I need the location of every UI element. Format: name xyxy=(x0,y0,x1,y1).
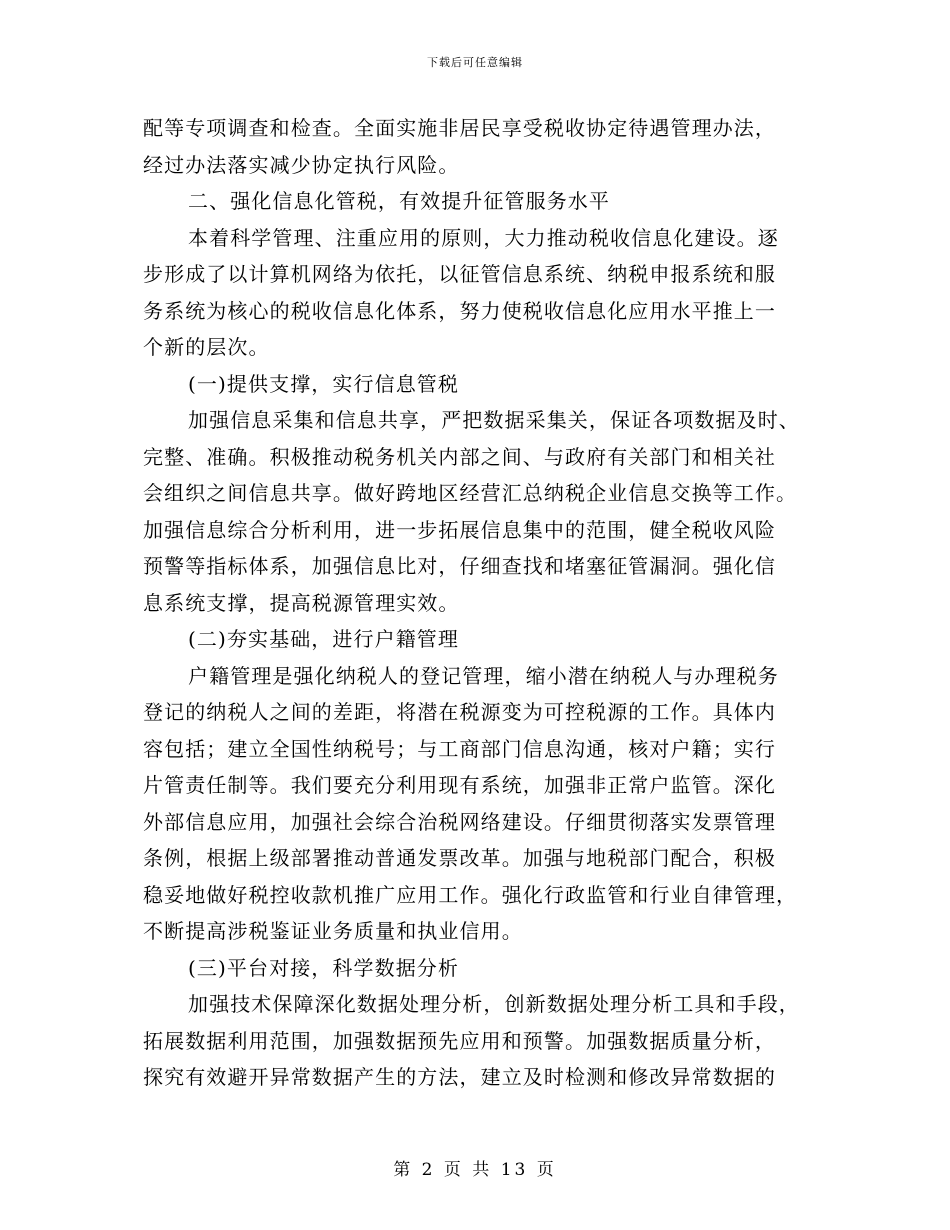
text-line: 加强信息综合分析利用，进一步拓展信息集中的范围，健全税收风险 xyxy=(143,517,776,542)
text-line: 不断提高涉税鉴证业务质量和执业信用。 xyxy=(143,919,523,943)
text-line: 务系统为核心的税收信息化体系，努力使税收信息化应用水平推上一 xyxy=(143,298,776,323)
page-number-footer: 第 2 页 共 13 页 xyxy=(393,1160,557,1180)
text-line: 容包括；建立全国性纳税号；与工商部门信息沟通，核对户籍；实行 xyxy=(143,736,776,761)
text-line: 经过办法落实减少协定执行风险。 xyxy=(143,152,460,177)
text-line: 探究有效避开异常数据产生的方法，建立及时检测和修改异常数据的 xyxy=(143,1065,776,1089)
text-line: 个新的层次。 xyxy=(143,335,270,359)
text-line: (一)提供支撑，实行信息管税 xyxy=(188,371,460,396)
text-line: 外部信息应用，加强社会综合治税网络建设。仔细贯彻落实发票管理 xyxy=(143,809,776,834)
text-line: 二、强化信息化管税，有效提升征管服务水平 xyxy=(188,189,610,213)
text-line: 户籍管理是强化纳税人的登记管理，缩小潜在纳税人与办理税务 xyxy=(188,663,779,688)
text-line: 会组织之间信息共享。做好跨地区经营汇总纳税企业信息交换等工作。 xyxy=(143,481,798,505)
page-header: 下载后可任意编辑 xyxy=(427,56,523,69)
text-line: 完整、准确。积极推动税务机关内部之间、与政府有关部门和相关社 xyxy=(143,444,776,469)
text-line: 本着科学管理、注重应用的原则，大力推动税收信息化建设。逐 xyxy=(188,225,779,250)
text-line: 配等专项调查和检查。全面实施非居民享受税收协定待遇管理办法， xyxy=(143,116,776,140)
text-line: 步形成了以计算机网络为依托，以征管信息系统、纳税申报系统和服 xyxy=(143,262,776,286)
text-line: 加强信息采集和信息共享，严把数据采集关，保证各项数据及时、 xyxy=(188,408,800,432)
text-line: 片管责任制等。我们要充分利用现有系统，加强非正常户监管。深化 xyxy=(143,773,776,797)
text-line: 息系统支撑，提高税源管理实效。 xyxy=(143,590,460,615)
text-line: (三)平台对接，科学数据分析 xyxy=(188,955,460,980)
text-line: 加强技术保障深化数据处理分析，创新数据处理分析工具和手段， xyxy=(188,992,800,1016)
text-line: 稳妥地做好税控收款机推广应用工作。强化行政监管和行业自律管理， xyxy=(143,882,798,907)
text-line: 登记的纳税人之间的差距，将潜在税源变为可控税源的工作。具体内 xyxy=(143,700,776,724)
text-line: 条例，根据上级部署推动普通发票改革。加强与地税部门配合，积极 xyxy=(143,846,776,870)
document-body xyxy=(143,110,813,1096)
text-line: 拓展数据利用范围，加强数据预先应用和预警。加强数据质量分析， xyxy=(143,1028,776,1053)
text-line: 预警等指标体系，加强信息比对，仔细查找和堵塞征管漏洞。强化信 xyxy=(143,554,776,578)
text-line: (二)夯实基础，进行户籍管理 xyxy=(188,627,460,651)
